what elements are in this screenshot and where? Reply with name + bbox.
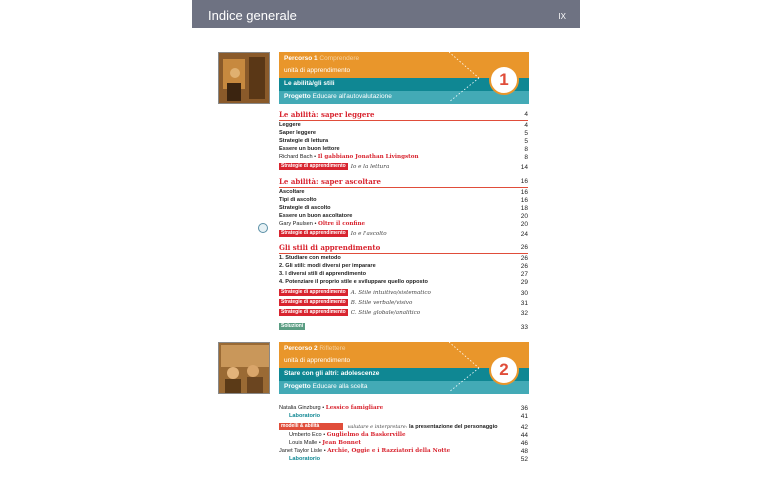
modelli-tag: modelli & abilità — [279, 423, 343, 430]
unit-title: Le abilità/gli stili — [284, 80, 335, 87]
section-heading[interactable]: Le abilità: saper leggere 4 — [279, 110, 528, 119]
section-heading[interactable]: Gli stili di apprendimento 26 — [279, 243, 528, 252]
toc-entry[interactable]: Ascoltare 16 — [279, 189, 528, 196]
strategie-tag: Strategie di apprendimento — [281, 309, 346, 316]
toc-entry[interactable]: Essere un buon ascoltatore 20 — [279, 213, 528, 220]
toc-entry[interactable]: Strategie di apprendimento B. Stile verbale/visivo 31 — [281, 299, 528, 307]
unit-label: unità di apprendimento — [284, 67, 351, 74]
sun-icon — [258, 223, 268, 233]
toc-entry[interactable]: 1. Studiare con metodo 26 — [279, 255, 528, 262]
toc-entry[interactable]: Strategie di apprendimento Io e l'ascolto 24 — [281, 230, 528, 238]
soluzioni-tag: Soluzioni — [281, 323, 304, 330]
section-heading[interactable]: Le abilità: saper ascoltare 16 — [279, 177, 528, 186]
toc-entry[interactable]: Richard Bach • Il gabbiano Jonathan Livingston 8 — [279, 154, 528, 161]
toc-entry[interactable]: Tipi di ascolto 16 — [279, 197, 528, 204]
toc-entry[interactable]: Natalia Ginzburg • Lessico famigliare 36 — [279, 405, 528, 412]
toc-entry[interactable]: Umberto Eco • Guglielmo da Baskerville 44 — [289, 432, 528, 439]
toc-entry[interactable]: modelli & abilità valutare e interpretare: la presentazione del personaggio 42 — [281, 423, 528, 431]
percorso-2-title: Riflettere — [319, 345, 346, 352]
page-number: IX — [558, 12, 566, 21]
unit-title: Stare con gli altri: adolescenze — [284, 370, 380, 377]
running-header — [192, 0, 580, 28]
percorso-2-number-badge: 2 — [489, 355, 519, 385]
percorso-1-photo — [218, 52, 270, 104]
unit-label: unità di apprendimento — [284, 357, 351, 364]
toc-entry[interactable]: Soluzioni 33 — [281, 323, 528, 331]
toc-entry[interactable]: Janet Taylor Lisle • Archie, Oggie e i Razziatori della Notte 48 — [279, 448, 528, 455]
toc-entry[interactable]: Strategie di apprendimento A. Stile intuitivo/sistematico 30 — [281, 289, 528, 297]
percorso-1-number-badge: 1 — [489, 65, 519, 95]
toc-entry[interactable]: Strategie di apprendimento C. Stile globale/analitico 32 — [281, 309, 528, 317]
strategie-tag: Strategie di apprendimento — [281, 289, 346, 296]
percorso-2-banner — [279, 342, 529, 392]
laboratorio-entry[interactable]: Laboratorio 52 — [289, 456, 528, 463]
toc-entry[interactable]: Strategie di apprendimento Io e la lettura 14 — [281, 163, 528, 171]
percorso-2-label: Percorso 2 — [284, 345, 318, 352]
toc-entry[interactable]: 2. Gli stili: modi diversi per imparare 26 — [279, 263, 528, 270]
toc-entry[interactable]: Strategie di lettura 5 — [279, 138, 528, 145]
percorso-2-photo — [218, 342, 270, 394]
toc-entry[interactable]: Leggere 4 — [279, 122, 528, 129]
strategie-tag: Strategie di apprendimento — [281, 299, 346, 306]
project-title: Educare alla scelta — [312, 383, 368, 390]
toc-entry[interactable]: Saper leggere 5 — [279, 130, 528, 137]
project-label: Progetto — [284, 93, 311, 100]
strategie-tag: Strategie di apprendimento — [281, 163, 346, 170]
page-title: Indice generale — [208, 8, 297, 23]
toc-entry[interactable]: 3. I diversi stili di apprendimento 27 — [279, 271, 528, 278]
toc-entry[interactable]: Gary Paulsen • Oltre il confine 20 — [279, 221, 528, 228]
percorso-1-label: Percorso 1 — [284, 55, 318, 62]
toc-entry[interactable]: 4. Potenziare il proprio stile e sviluppare quello opposto 29 — [279, 279, 528, 286]
toc-entry[interactable]: Essere un buon lettore 8 — [279, 146, 528, 153]
percorso-1-title: Comprendere — [319, 55, 360, 62]
laboratorio-entry[interactable]: Laboratorio 41 — [289, 413, 528, 420]
project-label: Progetto — [284, 383, 311, 390]
strategie-tag: Strategie di apprendimento — [281, 230, 346, 237]
toc-entry[interactable]: Strategie di ascolto 18 — [279, 205, 528, 212]
toc-entry[interactable]: Louis Malle • Jean Bonnet 46 — [289, 440, 528, 447]
percorso-1-banner — [279, 52, 529, 102]
project-title: Educare all'autovalutazione — [312, 93, 392, 100]
